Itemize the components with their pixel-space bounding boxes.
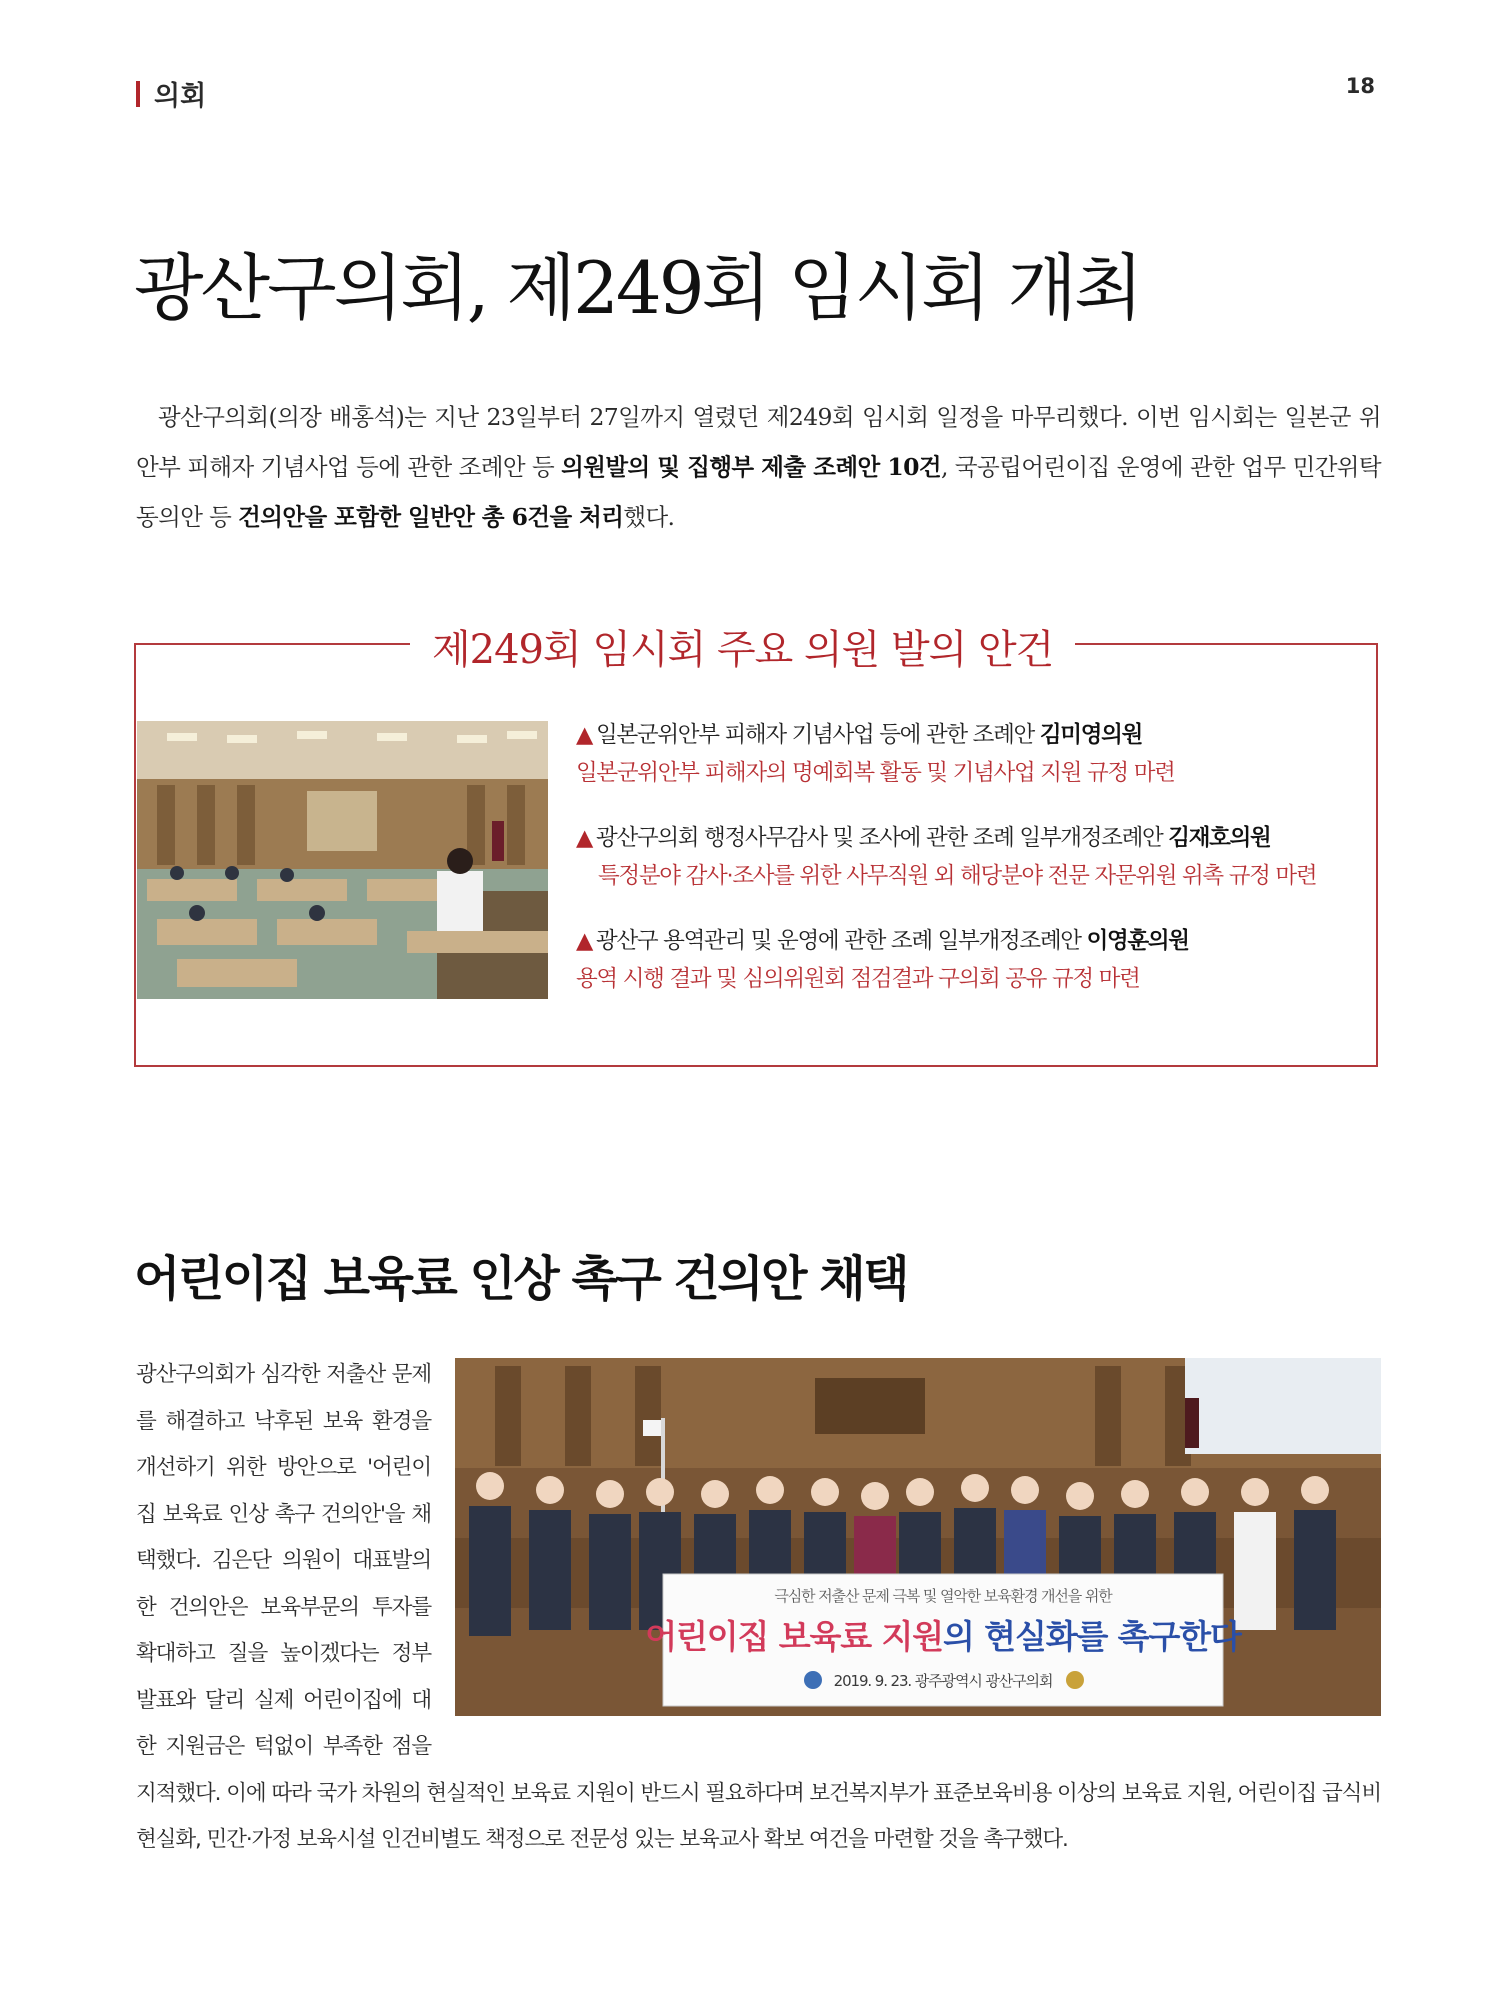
banner-slogan-highlight: 어린이집 보육료 지원 — [645, 1617, 943, 1656]
agenda-item-member: 김재호의원 — [1168, 825, 1271, 851]
group-photo — [455, 1358, 1381, 1716]
agenda-item — [576, 922, 1366, 998]
banner-footer: 2019. 9. 23. 광주광역시 광산구의회 — [833, 1672, 1053, 1690]
agenda-item-description: 용역 시행 결과 및 심의위원회 점검결과 구의회 공유 규정 마련 — [576, 966, 1140, 992]
agenda-item-title — [576, 716, 1366, 754]
group-photo-illustration — [455, 1358, 1381, 1716]
lead-text-2: , 국공립어린이집 운영에 관한 업무 민간위탁 동의안 등 — [136, 453, 1381, 531]
page-number: 18 — [1345, 74, 1375, 98]
agenda-item-title — [576, 819, 1366, 857]
agenda-item-title-text: 광산구의회 행정사무감사 및 조사에 관한 조례 일부개정조례안 — [596, 825, 1169, 851]
council-emblem-icon — [1066, 1671, 1084, 1689]
agenda-item-description: 일본군위안부 피해자의 명예회복 활동 및 기념사업 지원 규정 마련 — [576, 760, 1175, 786]
city-emblem-icon — [804, 1671, 822, 1689]
agenda-item-member: 이영훈의원 — [1086, 928, 1189, 954]
section-header — [136, 74, 206, 113]
article-title: 광산구의회, 제249회 임시회 개최 — [134, 246, 1141, 330]
lead-text-3: 했다. — [623, 503, 675, 531]
agenda-list — [576, 716, 1366, 1025]
agenda-item-member: 김미영의원 — [1039, 722, 1143, 748]
triangle-bullet-icon: ▲ — [576, 825, 593, 851]
agenda-item — [576, 716, 1366, 792]
agenda-title: 제249회 임시회 주요 의원 발의 안건 — [410, 618, 1075, 675]
section-body — [136, 1352, 1381, 1864]
article-lead — [136, 392, 1381, 542]
agenda-item-title-text: 일본군위안부 피해자 기념사업 등에 관한 조례안 — [596, 722, 1040, 748]
council-chamber-photo — [137, 721, 548, 999]
lead-bold-2: 건의안을 포함한 일반안 총 6건을 처리 — [238, 503, 624, 531]
section-title: 어린이집 보육료 인상 촉구 건의안 채택 — [134, 1251, 907, 1307]
section-marker — [136, 81, 140, 107]
agenda-item-title — [576, 922, 1366, 960]
agenda-item — [576, 819, 1366, 895]
section-body-text: 광산구의회가 심각한 저출산 문제를 해결하고 낙후된 보육 환경을 개선하기 위한 방안으로 '어린이집 보육료 인상 촉구 건의안'을 채택했다. 김은단 의원이 대표발의한 건의안은 보육부문의 투자를 확대하고 질을 높이겠다는 정부 발표와 달리 실제 어린이집에 대한 지원금은 턱없이 부족한 점을 지적했다. 이에 따라 국가 차원의 현실적인 보육료 지원이 반드시 필요하다며 보건복지부가 표준보육비용 이상의 보육료 지원, 어린이집 급식비 현실화, 민간·가정 보육시설 인건비별도 책정으로 전문성 있는 보육교사 확보 여건을 마련할 것을 촉구했다. — [136, 1362, 1381, 1852]
agenda-item-title-text: 광산구 용역관리 및 운영에 관한 조례 일부개정조례안 — [596, 928, 1087, 954]
lead-bold-1: 의원발의 및 집행부 제출 조례안 10건 — [561, 453, 941, 481]
triangle-bullet-icon: ▲ — [576, 722, 593, 748]
triangle-bullet-icon: ▲ — [576, 928, 593, 954]
agenda-item-description: 특정분야 감사·조사를 위한 사무직원 외 해당분야 전문 자문위원 위촉 규정 마련 — [598, 863, 1317, 889]
council-chamber-illustration — [137, 721, 548, 999]
banner-subtitle: 극심한 저출산 문제 극복 및 열악한 보육환경 개선을 위한 — [774, 1587, 1112, 1605]
banner-slogan-rest: 의 현실화를 촉구한다 — [943, 1617, 1241, 1656]
banner-slogan — [645, 1617, 1243, 1656]
section-label: 의회 — [154, 81, 207, 112]
lead-text-1: 광산구의회(의장 배홍석)는 지난 23일부터 27일까지 열렸던 제249회 임시회 일정을 마무리했다. 이번 임시회는 일본군 위안부 피해자 기념사업 등에 관한 조례안 등 — [136, 403, 1381, 481]
